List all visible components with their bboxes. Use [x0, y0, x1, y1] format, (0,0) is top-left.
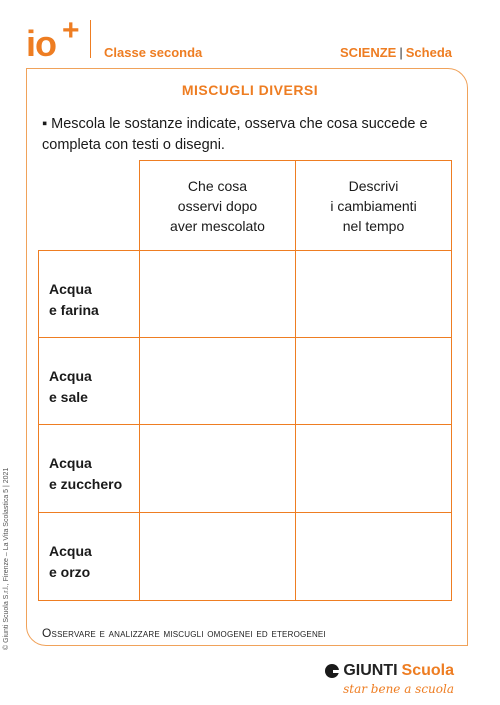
giunti-g-icon	[325, 664, 339, 678]
subject-separator: |	[399, 45, 403, 60]
subject-header	[340, 45, 452, 60]
subject-label: SCIENZE	[340, 45, 397, 60]
answer-cell[interactable]	[295, 250, 452, 338]
row-label-water-flour: Acqua e farina	[38, 250, 140, 338]
header-divider	[90, 20, 91, 58]
logo-plus: +	[62, 14, 80, 47]
brand-tagline: star bene a scuola	[343, 682, 454, 696]
answer-cell[interactable]	[295, 424, 452, 513]
instruction-text: ▪ Mescola le sostanze indicate, osserva che cosa succede e completa con testi o disegni.	[42, 116, 428, 153]
answer-cell[interactable]	[139, 512, 296, 601]
answer-cell[interactable]	[139, 337, 296, 425]
answer-cell[interactable]	[295, 337, 452, 425]
brand-name	[325, 662, 454, 680]
giunti-scuola-logo	[325, 662, 454, 696]
answer-cell[interactable]	[139, 424, 296, 513]
row-label-water-barley: Acqua e orzo	[38, 512, 140, 601]
column-header-observe: Che cosa osservi dopo aver mescolato	[139, 160, 296, 251]
copyright-note: © Giunti Scuola S.r.l., Firenze – La Vita Scolastica 5 | 2021	[3, 467, 10, 650]
logo-text: io	[26, 23, 56, 64]
learning-objective: Osservare e analizzare miscugli omogenei ed eterogenei	[42, 626, 326, 640]
io-plus-logo	[26, 16, 88, 64]
answer-cell[interactable]	[139, 250, 296, 338]
row-label-water-salt: Acqua e sale	[38, 337, 140, 425]
worksheet-title: MISCUGLI DIVERSI	[181, 82, 319, 98]
row-label-water-sugar: Acqua e zucchero	[38, 424, 140, 513]
observation-table	[38, 160, 452, 602]
answer-cell[interactable]	[295, 512, 452, 601]
column-header-describe: Descrivi i cambiamenti nel tempo	[295, 160, 452, 251]
brand-name-scuola: Scuola	[401, 662, 454, 679]
doc-type-label: Scheda	[405, 45, 452, 60]
brand-name-giunti: GIUNTI	[343, 662, 398, 679]
class-label: Classe seconda	[104, 45, 203, 60]
